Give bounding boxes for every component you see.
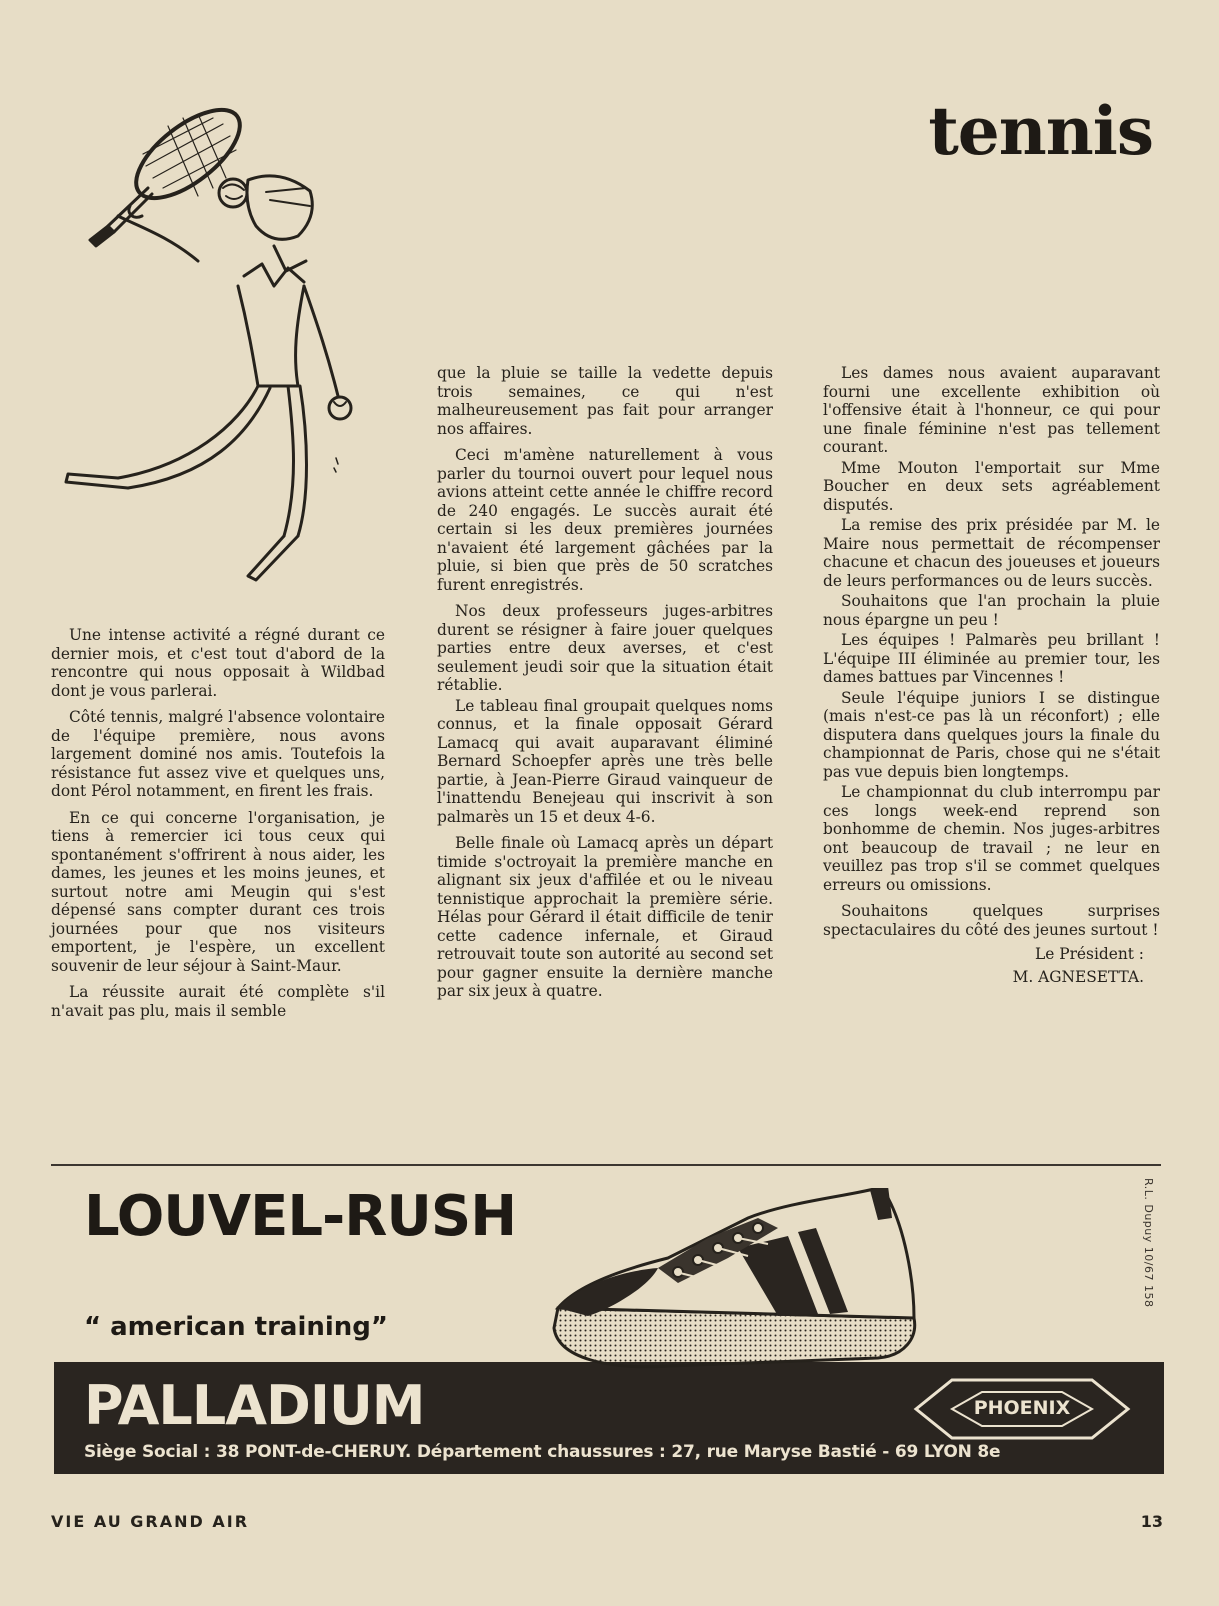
ad-credit: R.L. Dupuy 10/67 158: [1142, 1178, 1155, 1308]
article-column-2: [437, 364, 773, 1001]
paragraph: Seule l'équipe juniors I se distingue (mais n'est-ce pas là un réconfort) ; elle disputera dans quelques jours la finale du championnat de Paris, chose qui ne s'était pas vue depuis bien longtemps.: [823, 688, 1160, 781]
ad-brand: LOUVEL-RUSH: [84, 1184, 517, 1249]
paragraph: Les équipes ! Palmarès peu brillant ! L'équipe III éliminée au premier tour, les dames battues par Vincennes !: [823, 631, 1160, 686]
paragraph: Le tableau final groupait quelques noms connus, et la finale opposait Gérard Lamacq qui avait auparavant éliminé Bernard Schoepfer après une très belle partie, à Jean-Pierre Giraud vainqueur de l'inattendu Benejeau qui inscrivit à son palmarès un 15 et deux 4-6.: [437, 696, 773, 826]
paragraph: Le championnat du club interrompu par ces longs week-end reprend son bonhomme de chemin. Nos juges-arbitres ont beaucoup de travail ; ne leur en veuillez pas trop s'il se commet quelques erreurs ou omissions.: [823, 783, 1160, 894]
paragraph: Les dames nous avaient auparavant fourni une excellente exhibition où l'offensive était à l'honneur, ce qui pour une finale féminine n'est pas tellement courant.: [823, 364, 1160, 456]
article-column-1: [51, 626, 385, 1020]
sneaker-illustration: [548, 1188, 928, 1388]
page-number: 13: [1140, 1512, 1163, 1531]
paragraph: Ceci m'amène naturellement à vous parler du tournoi ouvert pour lequel nous avions atteint cette année le chiffre record de 240 engagés. Le succès aurait été certain si les deux premières journées n'avaient été largement gâchées par la pluie, si bien que près de 50 scratches furent enregistrés.: [437, 446, 773, 594]
paragraph: Nos deux professeurs juges-arbitres durent se résigner à faire jouer quelques parties entre deux averses, et c'est seulement jeudi soir que la situation était rétablie.: [437, 602, 773, 694]
paragraph: En ce qui concerne l'organisation, je tiens à remercier ici tous ceux qui spontanément s'offrirent à nous aider, les dames, les jeunes et les moins jeunes, et surtout notre ami Meugin qui s'est dépensé sans compter durant ces trois journées pour que nos visiteurs emportent, je l'espère, un excellent souvenir de leur séjour à Saint-Maur.: [51, 808, 385, 975]
ad-address: Siège Social : 38 PONT-de-CHERUY. Département chaussures : 27, rue Maryse Bastié - 69 LYON 8e: [84, 1442, 1001, 1462]
signature-title: Le Président :: [1035, 945, 1144, 963]
paragraph: Une intense activité a régné durant ce dernier mois, et c'est tout d'abord de la rencontre qui nous opposait à Wildbad dont je vous parlerai.: [51, 626, 385, 700]
divider: [51, 1164, 1161, 1166]
paragraph: Mme Mouton l'emportait sur Mme Boucher en deux sets agréablement disputés.: [823, 458, 1160, 514]
paragraph: Souhaitons que l'an prochain la pluie nous épargne un peu !: [823, 592, 1160, 629]
signature-name: M. AGNESETTA.: [1012, 967, 1144, 986]
ad-product: PALLADIUM: [84, 1374, 425, 1437]
paragraph: Belle finale où Lamacq après un départ timide s'octroyait la première manche en alignant six jeux d'affilée et ou le niveau tennistique approchait la première série. Hélas pour Gérard il était difficile de tenir cette cadence infernale, et Giraud retrouvait toute son autorité au second set pour gagner ensuite la dernière manche par six jeux à quatre.: [437, 834, 773, 1000]
tennis-player-illustration: [48, 96, 378, 606]
paragraph: La réussite aurait été complète s'il n'avait pas plu, mais il semble: [51, 983, 385, 1020]
section-title: tennis: [928, 92, 1153, 170]
paragraph: Côté tennis, malgré l'absence volontaire de l'équipe première, nous avons largement dominé nos amis. Toutefois la résistance fut assez vive et quelques uns, dont Pérol notamment, en firent les frais.: [51, 708, 385, 800]
article-column-3: [823, 364, 1160, 986]
paragraph: La remise des prix présidée par M. le Maire nous permettait de récompenser chacune et chacun des joueuses et joueurs de leurs performances ou de leurs succès.: [823, 516, 1160, 590]
paragraph: que la pluie se taille la vedette depuis trois semaines, ce qui n'est malheureusement pas fait pour arranger nos affaires.: [437, 364, 773, 438]
phoenix-logo: [912, 1374, 1132, 1444]
footer-publication: VIE AU GRAND AIR: [51, 1512, 250, 1531]
phoenix-logo-label: PHOENIX: [973, 1397, 1071, 1419]
ad-tagline: “ american training”: [84, 1312, 389, 1342]
paragraph: Souhaitons quelques surprises spectaculaires du côté des jeunes surtout !: [823, 902, 1160, 939]
